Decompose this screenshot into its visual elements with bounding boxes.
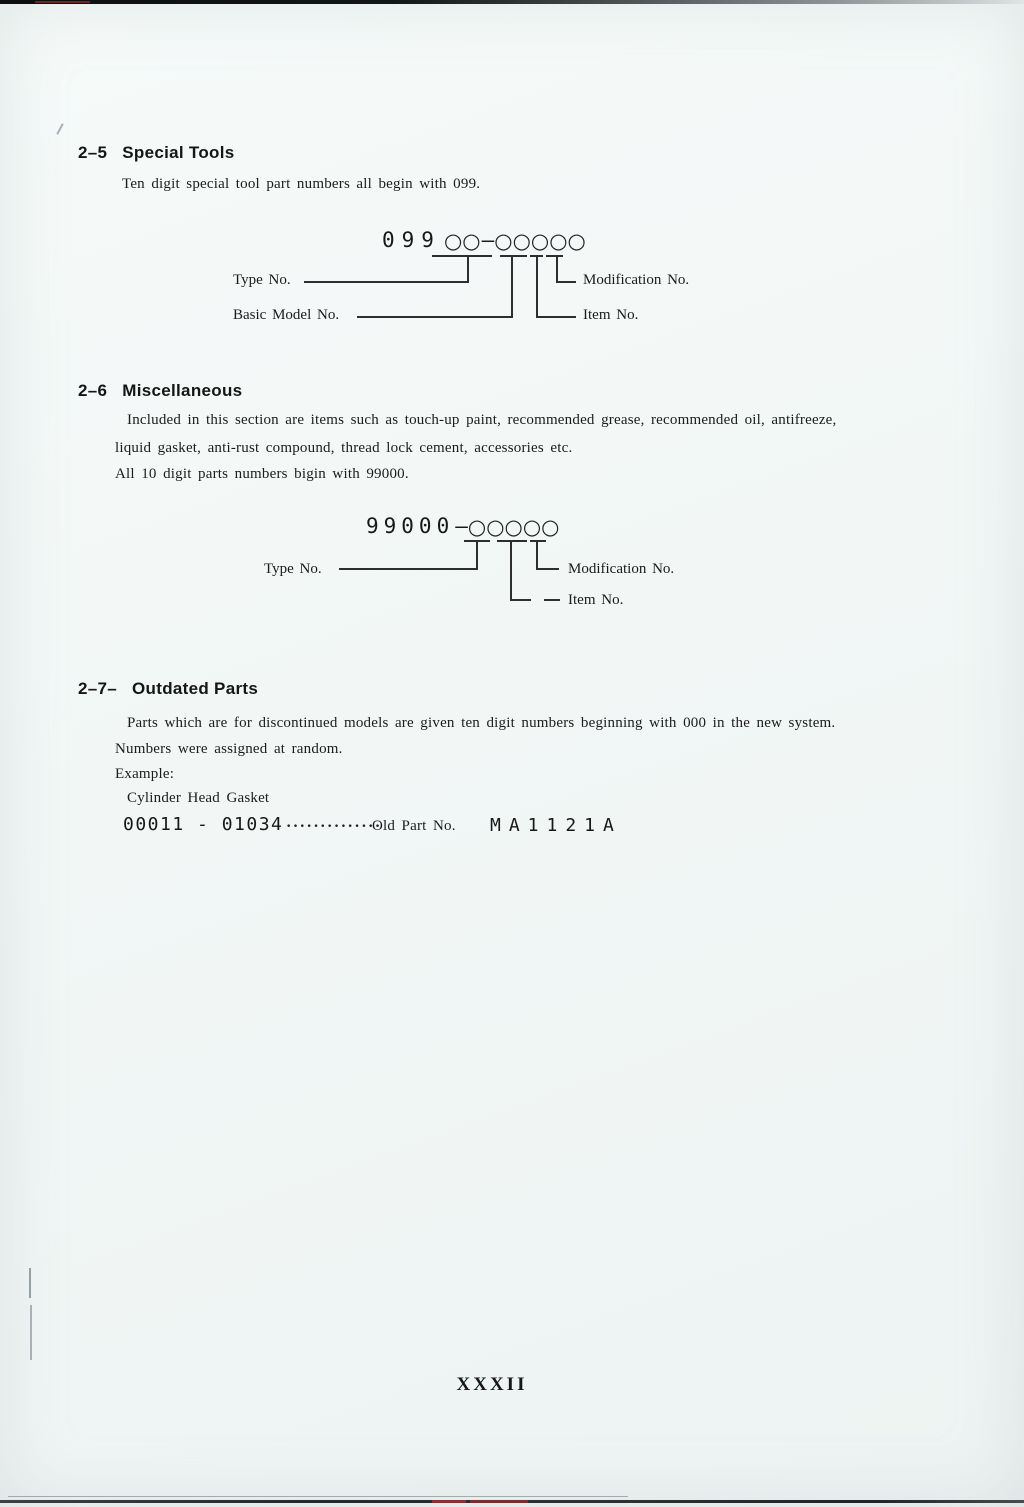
section-title: Miscellaneous: [122, 381, 243, 400]
scan-bottom-red-mark: [432, 1500, 466, 1503]
scan-edge-mark: [29, 1268, 31, 1298]
label-basic-model-no: Basic Model No.: [233, 307, 340, 323]
part-number-dash: —: [455, 514, 468, 538]
underline-basic-model-group: [500, 255, 527, 257]
connector-basic-model: [511, 255, 513, 318]
connector-modification: [536, 540, 538, 570]
underline-modification-group: [546, 255, 563, 257]
label-type-no: Type No.: [264, 561, 322, 577]
connector-modification: [556, 255, 558, 283]
outdated-body-line2: Numbers were assigned at random.: [115, 741, 343, 757]
connector-item: [536, 255, 538, 318]
connector-type: [467, 255, 469, 283]
connector-item: [544, 599, 560, 601]
miscellaneous-body-line2: liquid gasket, anti-rust compound, thread lock cement, accessories etc.: [115, 440, 573, 456]
connector-type: [339, 568, 477, 570]
special-tools-body: Ten digit special tool part numbers all begin with 099.: [122, 176, 481, 192]
underline-item-group: [497, 540, 527, 542]
section-title: Special Tools: [122, 143, 235, 162]
special-tools-part-number: [382, 228, 586, 252]
connector-item: [511, 599, 531, 601]
label-type-no: Type No.: [233, 272, 291, 288]
miscellaneous-body-line3: All 10 digit parts numbers bigin with 99000.: [115, 466, 409, 482]
section-number: 2–5: [78, 143, 108, 162]
part-number-dash: —: [481, 228, 495, 252]
page-number: XXXII: [456, 1374, 528, 1395]
connector-item: [510, 540, 512, 601]
example-old-part-number: MA1121A: [490, 815, 622, 836]
leader-dots: ··············: [286, 818, 382, 835]
scan-bottom-red-mark: [470, 1500, 528, 1503]
part-number-digits: 99000: [366, 514, 455, 538]
label-item-no: Item No.: [583, 307, 639, 323]
connector-type: [304, 281, 469, 283]
outdated-body-line1: Parts which are for discontinued models are given ten digit numbers beginning with 000 in the new system.: [127, 715, 836, 731]
outdated-example-item: Cylinder Head Gasket: [127, 790, 270, 806]
outdated-example-label: Example:: [115, 766, 175, 782]
connector-modification: [537, 568, 559, 570]
connector-modification: [557, 281, 576, 283]
scan-top-edge-bar: [0, 0, 1024, 4]
circle-placeholders: ○○: [443, 229, 481, 253]
section-heading-outdated-parts: [78, 679, 258, 699]
connector-item: [537, 316, 576, 318]
circle-placeholders: ○○○○○: [494, 229, 586, 253]
miscellaneous-body-line1: Included in this section are items such as touch-up paint, recommended grease, recommended oil, antifreeze,: [127, 412, 837, 428]
scan-pen-mark: [56, 123, 63, 135]
section-heading-special-tools: [78, 143, 235, 163]
section-number: 2–7–: [78, 679, 118, 698]
underline-type-group: [432, 255, 492, 257]
underline-modification-group: [530, 540, 546, 542]
connector-basic-model: [357, 316, 513, 318]
section-heading-miscellaneous: [78, 381, 242, 401]
scan-bottom-thin-line: [8, 1496, 628, 1497]
miscellaneous-part-number: [366, 514, 560, 538]
scan-top-red-mark: [35, 1, 90, 3]
scan-edge-mark: [30, 1305, 32, 1360]
example-new-part-number: 00011 - 01034: [123, 814, 284, 835]
label-item-no: Item No.: [568, 592, 624, 608]
label-modification-no: Modification No.: [568, 561, 675, 577]
part-number-digits: 099: [382, 228, 441, 252]
old-part-no-label: Old Part No.: [372, 818, 456, 834]
connector-type: [476, 540, 478, 570]
section-number: 2–6: [78, 381, 108, 400]
section-title: Outdated Parts: [132, 679, 259, 698]
label-modification-no: Modification No.: [583, 272, 690, 288]
circle-placeholders: ○○○○○: [467, 515, 560, 539]
